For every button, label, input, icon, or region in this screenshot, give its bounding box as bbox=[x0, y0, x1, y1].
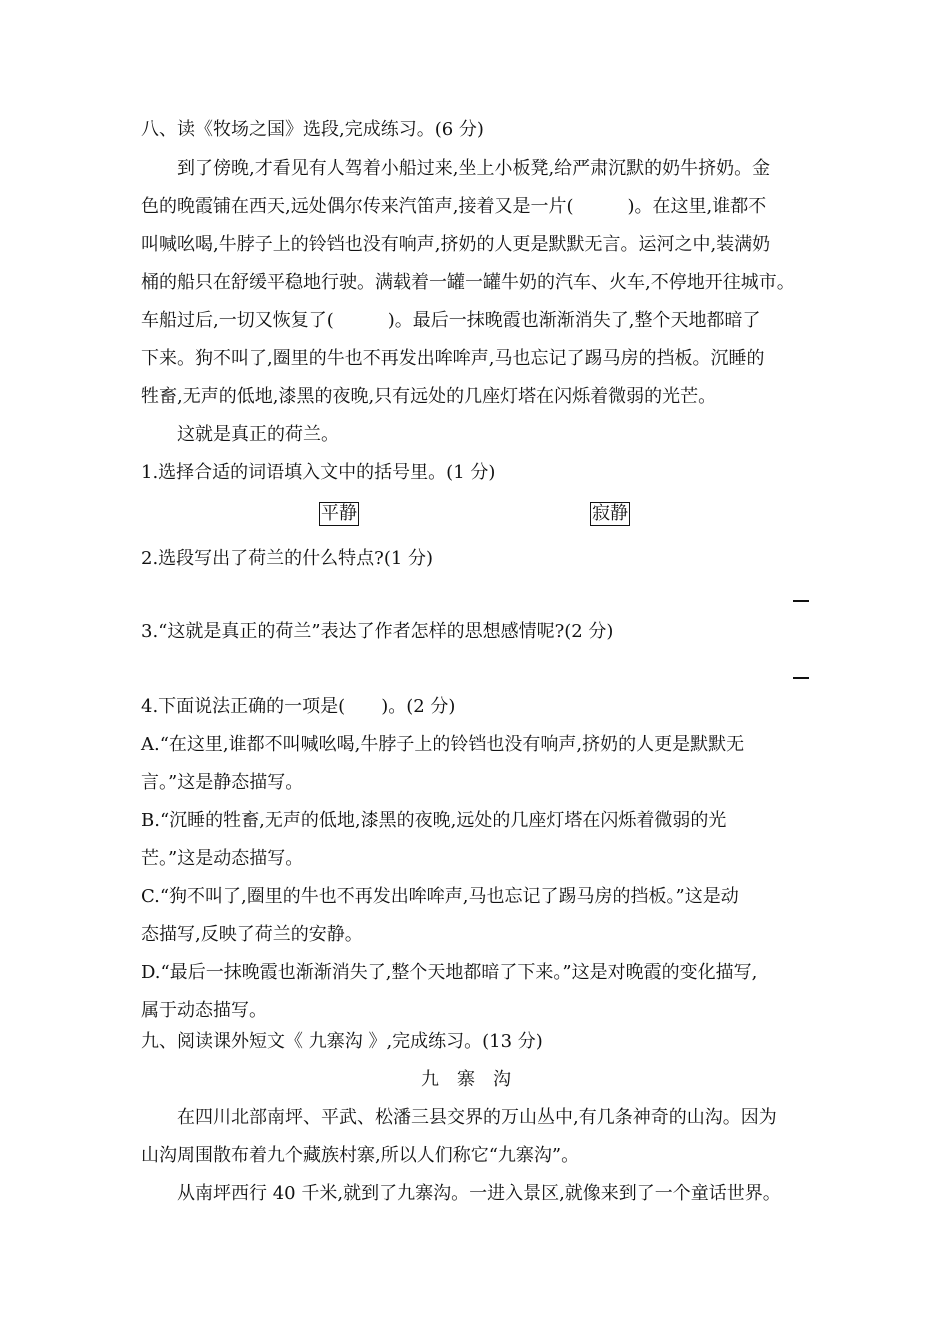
passage-line: 下来。狗不叫了,圈里的牛也不再发出哞哞声,马也忘记了踢马房的挡板。沉睡的 bbox=[141, 348, 765, 369]
question-2: 2.选段写出了荷兰的什么特点?(1 分) bbox=[141, 548, 434, 569]
option-a-line-1: A.“在这里,谁都不叫喊吆喝,牛脖子上的铃铛也没有响声,挤奶的人更是默默无 bbox=[141, 734, 745, 755]
word-option-1: 平静 bbox=[321, 503, 357, 524]
section8-heading: 八、读《牧场之国》选段,完成练习。(6 分) bbox=[141, 119, 484, 140]
section9-heading: 九、阅读课外短文《 九寨沟 》,完成练习。(13 分) bbox=[141, 1031, 543, 1052]
passage-line: 从南坪西行 40 千米,就到了九寨沟。一进入景区,就像来到了一个童话世界。 bbox=[141, 1183, 781, 1204]
question-1: 1.选择合适的词语填入文中的括号里。(1 分) bbox=[141, 462, 496, 483]
option-b-line-2: 芒。”这是动态描写。 bbox=[141, 848, 304, 869]
word-option-2: 寂静 bbox=[592, 503, 628, 524]
article-title: 九寨沟 bbox=[421, 1069, 529, 1090]
question-4: 4.下面说法正确的一项是( )。(2 分) bbox=[141, 696, 456, 717]
passage-line: 车船过后,一切又恢复了( )。最后一抹晚霞也渐渐消失了,整个天地都暗了 bbox=[141, 310, 761, 331]
option-d-line-2: 属于动态描写。 bbox=[141, 1000, 267, 1021]
passage-line: 叫喊吆喝,牛脖子上的铃铛也没有响声,挤奶的人更是默默无言。运河之中,装满奶 bbox=[141, 234, 771, 255]
question-3: 3.“这就是真正的荷兰”表达了作者怎样的思想感情呢?(2 分) bbox=[141, 621, 614, 642]
option-d-line-1: D.“最后一抹晚霞也渐渐消失了,整个天地都暗了下来。”这是对晚霞的变化描写, bbox=[141, 962, 758, 983]
option-c-line-1: C.“狗不叫了,圈里的牛也不再发出哞哞声,马也忘记了踢马房的挡板。”这是动 bbox=[141, 886, 739, 907]
passage-line: 山沟周围散布着九个藏族村寨,所以人们称它“九寨沟”。 bbox=[141, 1145, 580, 1166]
passage-closing-line: 这就是真正的荷兰。 bbox=[141, 424, 339, 445]
option-b-line-1: B.“沉睡的牲畜,无声的低地,漆黑的夜晚,远处的几座灯塔在闪烁着微弱的光 bbox=[141, 810, 727, 831]
option-c-line-2: 态描写,反映了荷兰的安静。 bbox=[141, 924, 363, 945]
passage-line: 在四川北部南坪、平武、松潘三县交界的万山丛中,有几条神奇的山沟。因为 bbox=[141, 1107, 777, 1128]
passage-line: 到了傍晚,才看见有人驾着小船过来,坐上小板凳,给严肃沉默的奶牛挤奶。金 bbox=[141, 158, 771, 179]
answer-line-mark bbox=[793, 677, 809, 679]
passage-line: 色的晚霞铺在西天,远处偶尔传来汽笛声,接着又是一片( )。在这里,谁都不 bbox=[141, 196, 767, 217]
option-a-line-2: 言。”这是静态描写。 bbox=[141, 772, 304, 793]
answer-line-mark bbox=[793, 600, 809, 602]
passage-line: 桶的船只在舒缓平稳地行驶。满载着一罐一罐牛奶的汽车、火车,不停地开往城市。 bbox=[141, 272, 795, 293]
passage-line: 牲畜,无声的低地,漆黑的夜晚,只有远处的几座灯塔在闪烁着微弱的光芒。 bbox=[141, 386, 717, 407]
